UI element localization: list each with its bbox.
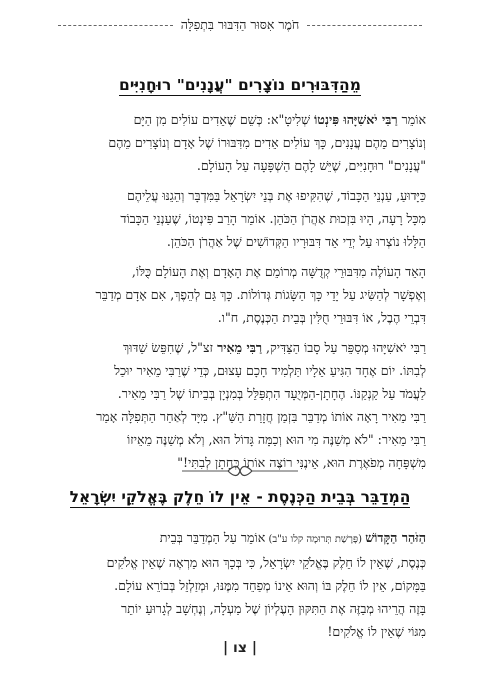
paragraph <box>54 336 426 474</box>
text-line: כַּיָּדוּעַ, עַנְנֵי הַכָּבוֹד, שֶׁהִקִּיפוּ אֶת בְּנֵי יִשְׂרָאֵל בַּמִּדְבָּר וְהֵגֵנּוּ עֲלֵיהֶם <box>126 188 426 203</box>
text-line: מִגּוֹי שֶׁאֵין לוֹ אֱלֹקִים! <box>327 624 426 639</box>
section-heading <box>34 488 446 506</box>
text-line: בַּמָּקוֹם, אֵין לוֹ חֵלֶק בּוֹ וְהוּא אֵינוֹ מְפַחֵד מִמֶּנּוּ, וּמְזַלְזֵל בְּבוֹרֵא עוֹלָם. <box>114 578 426 593</box>
text-line: "עֲנָנִים" רוּחָנִיִּים, שֶׁיֵּשׁ לָהֶם הַשְׁפָּעָה עַל הָעוֹלָם. <box>196 158 426 173</box>
paragraph <box>54 526 426 643</box>
text-line <box>54 108 426 131</box>
text-line: בָּזֶה הֲרֵיהוּ מְבַזֶּה אֶת הַתִּקּוּן הָעֶלְיוֹן שֶׁל מַעְלָה, וְנֶחְשָׁב לְגָרוּעַ יוֹתֵר <box>121 601 426 616</box>
text-line: הַלָּלוּ נוֹצְרוּ עַל יְדֵי אֵד דִּבּוּרָיו הַקְּדוֹשִׁים שֶׁל אַהֲרֹן הַכֹּהֵן. <box>166 234 426 249</box>
text: רַבִּי יֹאשִׁיָּהוּ מְסַפֵּר עַל סָבוֹ הַצַּדִּיק, <box>262 340 426 355</box>
rabbi-name: רַבִּי מֵאִיר <box>217 340 263 355</box>
header-rule <box>58 25 173 26</box>
text-line: וְאֶפְשָׁר לְהַשִּׂיג עַל יָדֵי כָּךְ הַשָּׂגוֹת גְּדוֹלוֹת. כָּךְ גַּם לְהֵפֶךְ, אִם אָדָם מְדַבֵּר <box>95 287 426 302</box>
text-line: רַבִּי מֵאִיר: "לֹא מְשַׁנֶּה מִי הוּא וְכַמָּה גָּדוֹל הוּא, וְלֹא מְשַׁנֶּה מֵאֵיזוֹ <box>127 432 426 447</box>
running-head-title: חֹמֶר אִסּוּר הַדִּבּוּר בִּתְפִלָּה <box>180 17 300 32</box>
text-line: לַעֲמֹד עַל קַנְקַנּוֹ. הֶחָתָן-הַמְּיֻעָד הִתְפַּלֵּל בְּמִנְיָן בְּבֵיתוֹ שֶׁל רַבִּי מֵאִיר. <box>117 386 426 401</box>
text-line: מִשְׁפָּחָה מְפֹאֶרֶת הוּא, אֵינֶנִּי רוֹצֶה אוֹתוֹ כְּחָתָן לְבִתִּי!" <box>177 455 426 470</box>
text-line: וְנוֹצָרִים מֵהֶם עֲנָנִים, כָּךְ עוֹלִים אֵדִים מִדִּבּוּרוֹ שֶׁל אָדָם וְנוֹצָרִים מֵהֶם <box>108 135 426 150</box>
text-line <box>54 336 426 359</box>
rabbi-name: רַבִּי יֹאשִׁיָּהוּ פִּינְטוֹ <box>314 112 398 127</box>
running-head <box>58 14 422 36</box>
text: אוֹמֵר <box>397 112 426 127</box>
paragraph <box>54 260 426 329</box>
text-line: מִכָּל רָעָה, הָיוּ בִּזְכוּת אַהֲרֹן הַכֹּהֵן. אוֹמֵר הָרַב פִּינְטוֹ, שֶׁעַנְנֵי הַכָּבוֹד <box>120 211 426 226</box>
text-line: דִּבְרֵי הֶבֶל, אוֹ דִּבּוּרֵי חֻלִּין בְּבֵית הַכְּנֶסֶת, ח"ו. <box>217 310 426 325</box>
page-number: | צו | <box>223 640 257 656</box>
source-reference: (פָּרָשַׁת תְּרוּמָה קלו ע"ב) <box>265 534 366 545</box>
text: אוֹמֵר עַל הַמְדַבֵּר בְּבֵית <box>159 530 266 545</box>
section-heading-text: הַמְדַבֵּר בְּבֵית הַכְּנֶסֶת - אֵין לוֹ חֵלֶק בֶּאֱלֹקֵי יִשְׂרָאֵל <box>69 488 411 506</box>
text: שְׁלִיטָ"א: כְּשֵׁם שֶׁאֵדִים עוֹלִים מִן הַיָּם <box>133 112 315 127</box>
header-rule <box>307 25 422 26</box>
source-name: הַזֹּהַר הַקָּדוֹשׁ <box>365 530 426 545</box>
section-heading-text: מֵהַדִּבּוּרִים נוֹצָרִים "עֲנָנִים" רוּחָנִיִּים <box>119 76 361 94</box>
text-line: הָאֵד הָעוֹלֶה מִדִּבּוּרֵי קְדֻשָּׁה מְרוֹמֵם אֶת הָאָדָם וְאֶת הָעוֹלָם כֻּלּוֹ, <box>131 264 426 279</box>
text-line <box>54 526 426 551</box>
text: זצ"ל, שֶׁחִפֵּשׂ שַׁדּוּךְ <box>122 340 218 355</box>
paragraph <box>54 108 426 177</box>
paragraph <box>54 184 426 253</box>
text-line: לְבִתּוֹ. יוֹם אֶחָד הִגִּיעַ אֵלָיו תַּלְמִיד חָכָם עָצוּם, כְּדֵי שֶׁרַבִּי מֵאִיר יוּכַל <box>114 363 426 378</box>
divider-ornament-icon <box>180 464 300 478</box>
text-line: רַבִּי מֵאִיר רָאָה אוֹתוֹ מְדַבֵּר בִּזְמַן חֲזָרַת הַשַּׁ"ץ. מִיָּד לְאַחַר הַתְּפִלָּה אָמַר <box>96 409 426 424</box>
section-heading <box>40 76 440 94</box>
text-line: כְּנֶסֶת, שֶׁאֵין לוֹ חֵלֶק בֶּאֱלֹקֵי יִשְׂרָאֵל, כִּי בְּכָךְ הוּא מַרְאֶה שֶׁאֵין אֱלֹקִים <box>106 555 426 570</box>
